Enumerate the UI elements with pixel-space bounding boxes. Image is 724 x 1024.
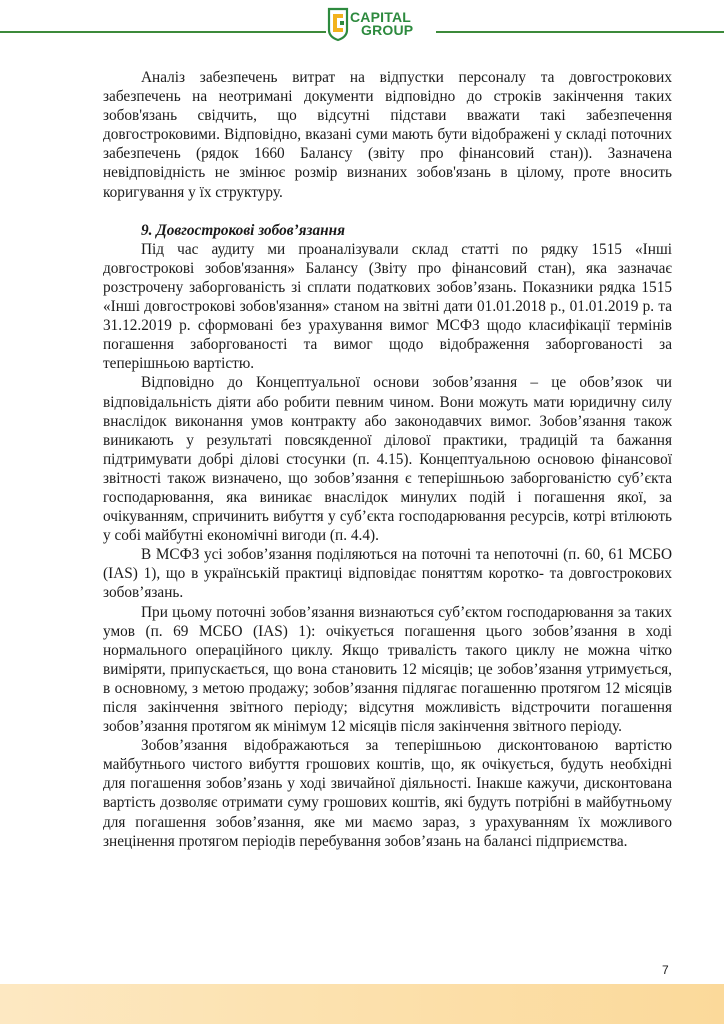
- paragraph-ifrs-classification: В МСФЗ усі зобов’язання поділяються на поточні та непоточні (п. 60, 61 МСБО (IAS) 1), що в українській практиці відповідає поняттям коротко- та довгострокових зобов’язань.: [103, 546, 672, 602]
- document-body: [103, 68, 672, 851]
- logo-line-capital: CAPITAL: [350, 9, 412, 25]
- company-logo: [326, 6, 436, 44]
- logo-line-group: GROUP: [361, 22, 414, 38]
- paragraph-audit-line-1515: Під час аудиту ми проаналізували склад статті по рядку 1515 «Інші довгострокові зобов'язання» Балансу (Звіту про фінансовий стан), яка зазначає розстрочену заборгованість зі сплати податкових зобов’язань. Показники рядка 1515 «Інші довгострокові зобов'язання» станом на звітні дати 01.01.2018 р., 01.01.2019 р. та 31.12.2019 р. сформовані без урахування вимог МСФЗ щодо класифікації термінів погашення заборгованості та вимог щодо відображення заборгованості за теперішньою вартістю.: [103, 240, 672, 373]
- logo-wordmark: [350, 11, 413, 37]
- paragraph-discounted-value: Зобов’язання відображаються за теперішньою дисконтованою вартістю майбутнього чистого вибуття грошових коштів, що, як очікується, будуть необхідні для погашення зобов’язань у ході звичайної діяльності. Інакше кажучи, дисконтована вартість дозволяє отримати суму грошових коштів, які будуть потрібні в майбутньому для погашення зобов’язання, яке ми маємо зараз, з урахуванням їх можливого знецінення протягом періодів перебування зобов’язань на балансі підприємства.: [103, 737, 672, 850]
- logo-emblem-icon: [326, 6, 350, 42]
- paragraph-conceptual-framework: Відповідно до Концептуальної основи зобов’язання – це обов’язок чи відповідальність діяти або робити певним чином. Вони можуть мати юридичну силу внаслідок виконання умов контракту або законодавчих вимог. Зобов’язання також виникають у результаті повсякденної ділової практики, традицій та бажання підтримувати добрі ділові стосунки (п. 4.15). Концептуальною основою фінансової звітності також визначено, що зобов’язання є теперішньою заборгованістю суб’єкта господарювання, яка виникає внаслідок минулих подій і погашення якої, за очікуванням, спричинить вибуття у суб’єкта господарювання ресурсів, котрі втілюють у собі майбутні економічні вигоди (п. 4.4).: [103, 374, 672, 545]
- paragraph-gap: [103, 202, 672, 221]
- section-heading: 9. Довгострокові зобов’язання: [141, 221, 346, 239]
- paragraph-current-liabilities: При цьому поточні зобов’язання визнаються суб’єктом господарювання за таких умов (п. 69 МСБО (IAS) 1): очікується погашення цього зобов’язання в ході нормального операційного циклу. Якщо тривалість такого циклу не можна чітко виміряти, припускається, що вона становить 12 місяців; це зобов’язання утримується, в основному, з метою продажу; зобов’язання підлягає погашенню протягом 12 місяців після закінчення звітного періоду; відсутня можливість відстрочити погашення зобов’язання протягом як мінімум 12 місяців після закінчення звітного періоду.: [103, 603, 672, 736]
- paragraph-provisions-analysis: Аналіз забезпечень витрат на відпустки персоналу та довгострокових забезпечень на неотримані документи відповідно до строків закінчення таких зобов'язань свідчить, що відсутні підстави вважати такі забезпечення довгостроковими. Відповідно, вказані суми мають бути відображені у складі поточних забезпечень (рядок 1660 Балансу (звіту про фінансовий стан)). Зазначена невідповідність не змінює розмір визнаних зобов'язань в цілому, проте вносить коригування у їх структуру.: [103, 69, 672, 201]
- page-number: 7: [662, 963, 669, 977]
- footer-band: [0, 984, 724, 1024]
